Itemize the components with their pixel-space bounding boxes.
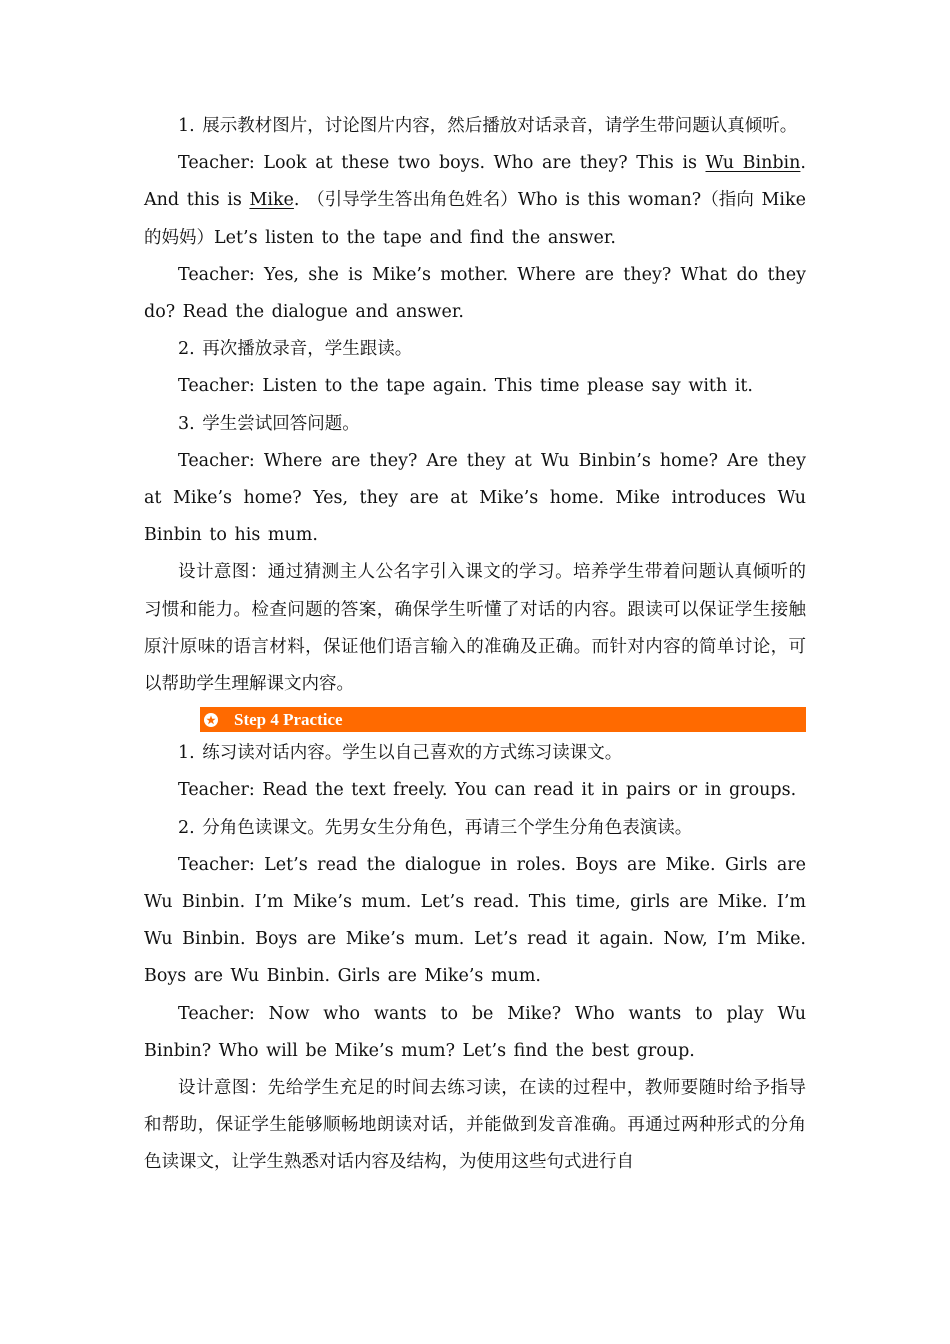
instruction-1: 1. 展示教材图片，讨论图片内容，然后播放对话录音，请学生带问题认真倾听。 xyxy=(178,116,798,136)
practice-teacher-line-3: Teacher: Now who wants to be Mike? Who wants to play Wu Binbin? Who will be Mike’s mum? Let’s find the best group. xyxy=(144,1003,806,1061)
step-4-title: Step 4 Practice xyxy=(234,709,343,729)
teacher-line-2: Teacher: Yes, she is Mike’s mother. Where are they? What do they do? Read the dialogue and answer. xyxy=(144,264,806,323)
instruction-2: 2. 再次播放录音，学生跟读。 xyxy=(178,339,413,360)
teacher-line-1-b: . And this is xyxy=(144,153,806,211)
teacher-line-1-c: . （引导学生答出角色姓名）Who is this woman?（指向 Mike 的妈妈）Let’s listen to the tape and find the answer. xyxy=(144,190,806,248)
step-4-heading xyxy=(200,707,806,732)
teacher-line-4: Teacher: Where are they? Are they at Wu Binbin’s home? Are they at Mike’s home? Yes, they are at Mike’s home. Mike introduces Wu Binbin to his mum. xyxy=(144,450,806,546)
instruction-3: 3. 学生尝试回答问题。 xyxy=(178,413,360,434)
teacher-line-1-a: Teacher: Look at these two boys. Who are they? This is xyxy=(178,153,706,174)
design-intent-1: 设计意图：通过猜测主人公名字引入课文的学习。培养学生带着问题认真倾听的习惯和能力。检查问题的答案，确保学生听懂了对话的内容。跟读可以保证学生接触原汁原味的语言材料，保证他们语言输入的准确及正确。而针对内容的简单讨论，可以帮助学生理解课文内容。 xyxy=(144,562,806,695)
practice-teacher-line-1: Teacher: Read the text freely. You can read it in pairs or in groups. xyxy=(178,780,797,801)
practice-teacher-line-2: Teacher: Let’s read the dialogue in roles. Boys are Mike. Girls are Wu Binbin. I’m Mike’s mum. Let’s read. This time, girls are Mike. I’m Wu Binbin. Boys are Mike’s mum. Let’s read it again. Now, I’m Mike. Boys are Wu Binbin. Girls are Mike’s mum. xyxy=(144,854,806,987)
practice-instruction-2: 2. 分角色读课文。先男女生分角色，再请三个学生分角色表演读。 xyxy=(178,817,693,838)
design-intent-2: 设计意图：先给学生充足的时间去练习读，在读的过程中，教师要随时给予指导和帮助，保证学生能够顺畅地朗读对话，并能做到发音准确。再通过两种形式的分角色读课文，让学生熟悉对话内容及结构，为使用这些句式进行自 xyxy=(144,1078,806,1173)
practice-instruction-1: 1. 练习读对话内容。学生以自己喜欢的方式练习读课文。 xyxy=(178,743,623,764)
name-wu-binbin: Wu Binbin xyxy=(705,153,801,174)
document-page xyxy=(144,108,806,1182)
teacher-line-3: Teacher: Listen to the tape again. This time please say with it. xyxy=(178,376,753,397)
name-mike: Mike xyxy=(249,190,294,211)
teacher-line-1 xyxy=(144,145,806,257)
star-circle-icon xyxy=(204,713,218,727)
